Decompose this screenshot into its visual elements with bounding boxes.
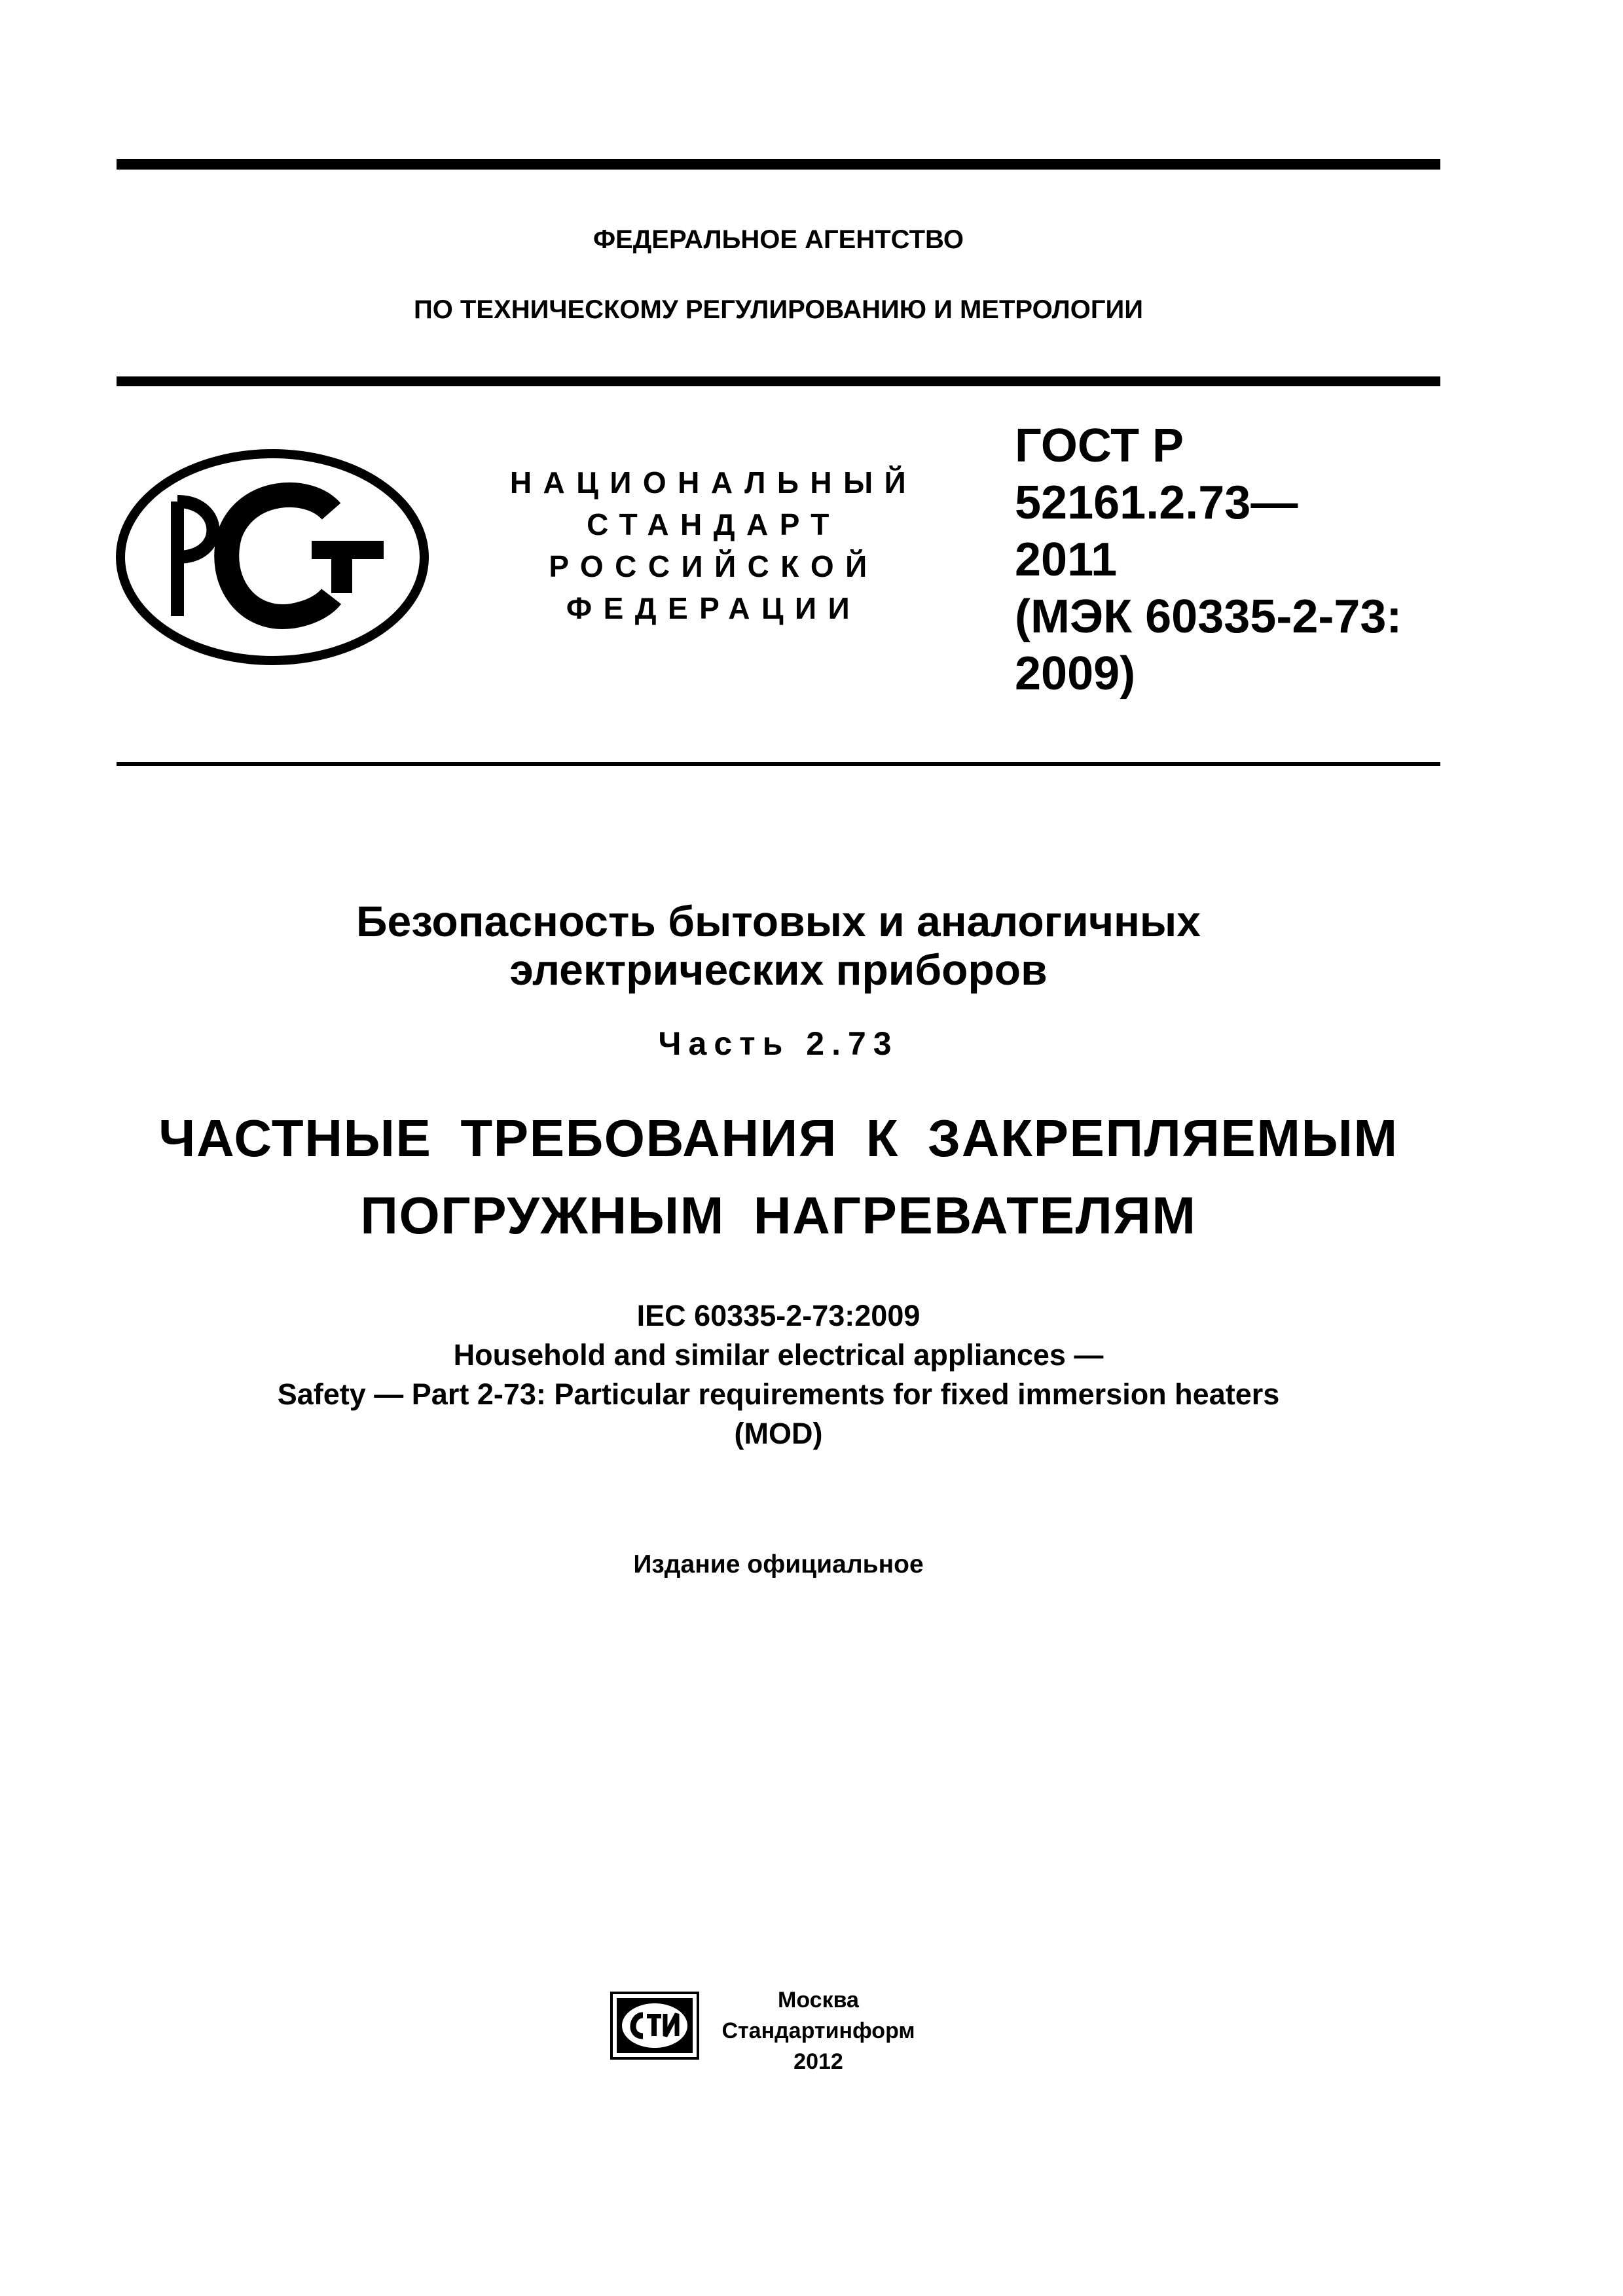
iec-line-2: Household and similar electrical appliances — <box>453 1338 1104 1372</box>
standartinform-logo-icon <box>609 1990 701 2061</box>
standard-number-line-2: 52161.2.73— <box>1015 477 1298 529</box>
gost-r-logo-icon <box>115 449 429 665</box>
top-rule <box>117 159 1440 170</box>
publisher-info <box>720 1985 917 2077</box>
agency-line-2: ПО ТЕХНИЧЕСКОМУ РЕГУЛИРОВАНИЮ И МЕТРОЛОГИИ <box>413 295 1144 324</box>
document-title <box>117 897 1440 994</box>
document-title-line-2: электрических приборов <box>509 945 1048 994</box>
iec-line-3: Safety — Part 2-73: Particular requirements for fixed immersion heaters <box>277 1377 1280 1411</box>
publisher-name: Стандартинформ <box>721 2018 915 2043</box>
national-standard-line-3: РОССИЙСКОЙ <box>549 549 879 583</box>
document-subtitle-line-1: ЧАСТНЫЕ ТРЕБОВАНИЯ К ЗАКРЕПЛЯЕМЫМ <box>158 1109 1398 1167</box>
document-title-line-1: Безопасность бытовых и аналогичных <box>356 897 1201 945</box>
publisher-year: 2012 <box>793 2049 843 2074</box>
national-standard-line-1: НАЦИОНАЛЬНЫЙ <box>509 465 918 500</box>
header-rule <box>117 376 1440 386</box>
national-standard-line-2: СТАНДАРТ <box>587 507 841 541</box>
standard-number-line-1: ГОСТ Р <box>1015 420 1184 472</box>
title-rule <box>117 762 1440 766</box>
agency-line-1: ФЕДЕРАЛЬНОЕ АГЕНТСТВО <box>593 225 964 254</box>
publisher-city: Москва <box>778 1988 859 2013</box>
standard-number-line-5: 2009) <box>1015 647 1136 700</box>
standard-number-line-3: 2011 <box>1015 534 1118 586</box>
edition-label: Издание официальное <box>633 1550 924 1578</box>
document-subtitle <box>117 1100 1440 1254</box>
national-standard-label <box>484 462 943 629</box>
iec-reference <box>117 1296 1440 1453</box>
iec-line-1: IEC 60335-2-73:2009 <box>636 1299 921 1332</box>
document-subtitle-line-2: ПОГРУЖНЫМ НАГРЕВАТЕЛЯМ <box>360 1186 1197 1245</box>
standard-number-line-4: (МЭК 60335-2-73: <box>1015 591 1402 643</box>
national-standard-line-4: ФЕДЕРАЦИИ <box>566 591 862 625</box>
standard-number <box>1015 418 1434 702</box>
part-label: Часть 2.73 <box>658 1025 899 1062</box>
iec-line-4: (MOD) <box>734 1417 823 1450</box>
